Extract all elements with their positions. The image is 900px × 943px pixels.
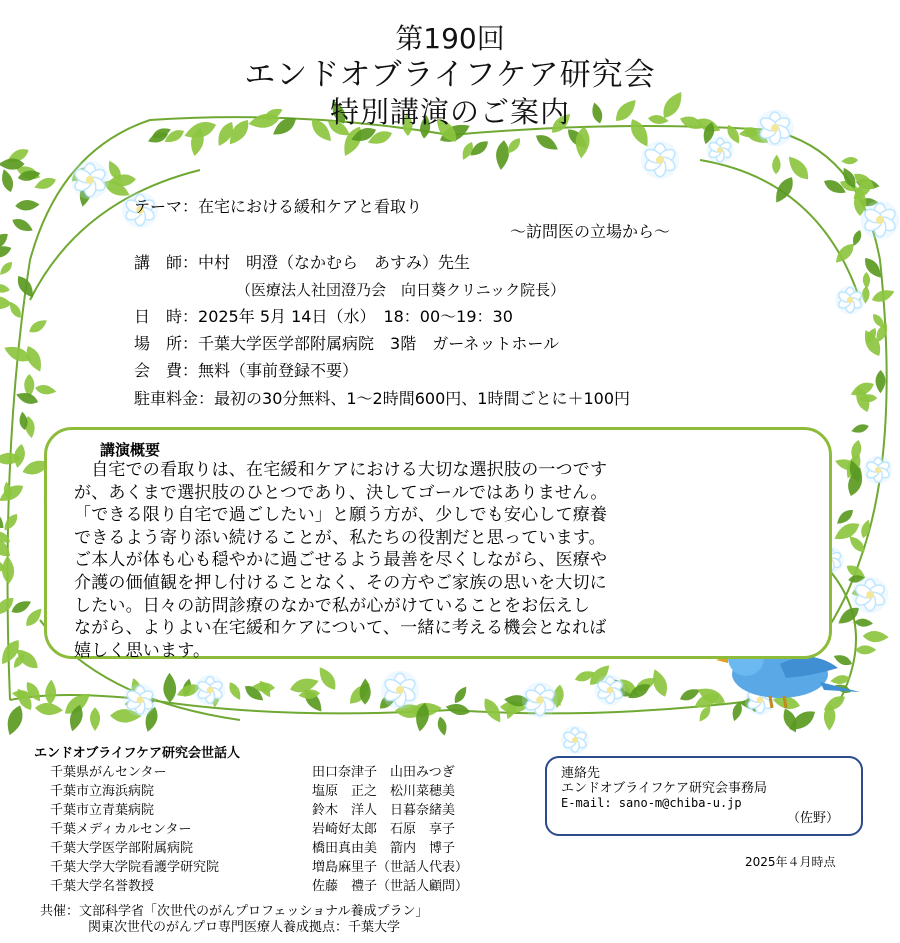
datetime-label: 日 時：	[134, 307, 199, 326]
speaker-affiliation: （医療法人社団澄乃会 向日葵クリニック院長）	[236, 281, 566, 299]
summary-line: ご本人が体も心も穏やかに過ごせるよう最善を尽くしながら、医療や	[74, 550, 608, 571]
organizer-institution: 千葉メディカルセンター	[50, 822, 192, 837]
fee-value: 無料（事前登録不要）	[198, 361, 359, 380]
summary-line: 自宅での看取りは、在宅緩和ケアにおける大切な選択肢の一つです	[74, 460, 608, 480]
parking-row	[134, 389, 630, 409]
contact-office: エンドオブライフケア研究会事務局	[561, 781, 768, 796]
parking-label: 駐車料金：	[134, 389, 215, 408]
contact-person: （佐野）	[786, 811, 839, 826]
venue-row	[134, 334, 559, 354]
lecture-announcement-heading: 特別講演のご案内	[329, 95, 570, 129]
event-number-heading: 第190回	[395, 22, 505, 55]
organizer-row	[50, 822, 456, 838]
as-of-date: 2025年４月時点	[745, 855, 836, 869]
venue-label: 場 所：	[134, 334, 199, 353]
organizer-row	[50, 765, 455, 781]
summary-line: できるよう寄り添い続けることが、私たちの役割だと思っています。	[74, 527, 606, 548]
summary-text	[74, 459, 814, 662]
fee-row	[134, 361, 358, 381]
summary-line: 「できる限り自宅で過ごしたい」と願う方が、少しでも安心して療養	[74, 505, 608, 526]
speaker-value: 中村 明澄（なかむら あすみ）先生	[198, 253, 471, 272]
organizer-names: 田口奈津子 山田みつぎ	[312, 765, 455, 780]
fee-label: 会 費：	[134, 361, 199, 380]
organizer-institution: 千葉大学大学院看護学研究院	[50, 860, 220, 875]
organizer-row	[50, 879, 469, 895]
theme-subtitle: ～訪問医の立場から～	[510, 222, 671, 241]
society-name-heading: エンドオブライフケア研究会	[244, 57, 656, 93]
summary-line: したい。日々の訪問診療のなかで私が心がけていることをお伝えし	[74, 595, 590, 616]
organizer-names: 橋田真由美 箭内 博子	[312, 841, 456, 856]
speaker-label: 講 師：	[134, 253, 199, 272]
organizer-names: 佐藤 禮子（世話人顧問）	[312, 879, 469, 894]
organizer-institution: 千葉大学名誉教授	[50, 879, 155, 894]
summary-title: 講演概要	[100, 441, 161, 459]
contact-box	[545, 756, 863, 836]
organizer-row	[50, 841, 456, 857]
organizer-names: 増島麻里子（世話人代表）	[312, 860, 469, 875]
organizer-institution: 千葉市立青葉病院	[50, 803, 155, 818]
theme-label: テーマ：	[134, 197, 199, 216]
organizer-row	[50, 803, 456, 819]
contact-email[interactable]: E-mail: sano-m@chiba-u.jp	[561, 796, 742, 810]
organizer-names: 鈴木 洋人 日暮奈緒美	[312, 803, 456, 818]
organizer-names: 塩原 正之 松川菜穂美	[312, 784, 456, 799]
organizer-row	[50, 784, 456, 800]
theme-value: 在宅における緩和ケアと看取り	[198, 197, 423, 216]
speaker-row	[134, 253, 470, 273]
organizers-title: エンドオブライフケア研究会世話人	[34, 746, 241, 761]
organizer-institution: 千葉市立海浜病院	[50, 784, 155, 799]
parking-value: 最初の30分無料、1～2時間600円、1時間ごとに＋100円	[214, 389, 630, 408]
summary-line: 嬉しく思います。	[74, 640, 211, 661]
sponsor-line: 関東次世代のがんプロ専門医療人養成拠点：千葉大学	[88, 920, 401, 935]
theme-row	[134, 197, 422, 217]
organizer-institution: 千葉県がんセンター	[50, 765, 167, 780]
venue-value: 千葉大学医学部附属病院 3階 ガーネットホール	[198, 334, 560, 353]
summary-line: が、あくまで選択肢のひとつであり、決してゴールではありません。	[74, 482, 608, 503]
datetime-value: 2025年 5月 14日（水） 18：00～19：30	[198, 307, 513, 326]
sponsor-line: 共催：文部科学省「次世代のがんプロフェッショナル養成プラン」	[40, 904, 429, 919]
organizer-institution: 千葉大学医学部附属病院	[50, 841, 194, 856]
organizer-names: 岩崎好太郎 石原 享子	[312, 822, 456, 837]
contact-label: 連絡先	[561, 766, 601, 781]
organizer-row	[50, 860, 469, 876]
summary-line: 介護の価値観を押し付けることなく、その方やご家族の思いを大切に	[74, 572, 607, 593]
summary-line: ながら、よりよい在宅緩和ケアについて、一緒に考える機会となれば	[74, 618, 607, 639]
datetime-row	[134, 307, 513, 327]
